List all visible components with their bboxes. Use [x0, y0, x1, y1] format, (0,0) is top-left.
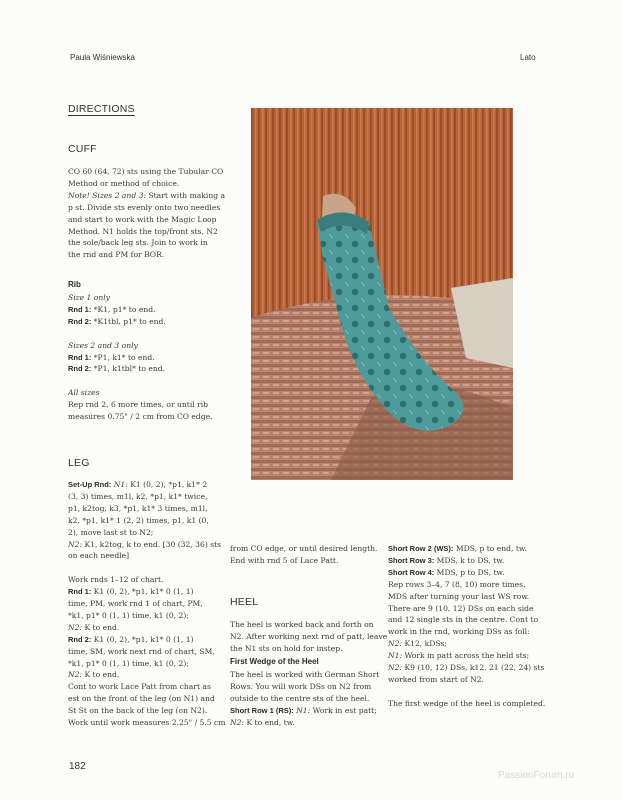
needle-label: N1: — [293, 705, 311, 715]
leg-line: k2, *p1, k1* 1 (2, 2) times, p1, k1 (0, — [68, 515, 209, 525]
watermark: PassionForum.ru — [498, 770, 575, 781]
needle-label: N2: — [388, 663, 403, 673]
rib-title: Rib — [68, 280, 81, 289]
author-name: Paula Wiśniewska — [70, 53, 135, 62]
leg-line — [68, 586, 248, 598]
leg-line: *k1, p1* 0 (1, 1) time, k1 (0, 2); — [68, 610, 189, 620]
wedge-line: The heel is worked with German Short — [230, 670, 380, 679]
col2-line: from CO edge, or until desired length. — [230, 544, 378, 553]
rnd-text: *K1tbl, p1* to end. — [91, 316, 166, 326]
rib-line: Rep rnd 2, 6 more times, or until rib — [68, 400, 209, 410]
leg-text-span: K1 (0, 2), *p1, k1* 2 — [127, 480, 208, 489]
needle-label: N2: — [68, 539, 83, 549]
col3-line: Rep rows 3–4, 7 (8, 10) more times. — [388, 579, 526, 589]
leg-line — [68, 539, 248, 551]
col3-line: There are 9 (10, 12) DSs on each side — [388, 603, 534, 613]
leg-line: time, SM, work next rnd of chart, SM, — [68, 646, 215, 656]
size-label: Sizes 2 and 3 only — [68, 340, 138, 350]
leg-line: (3, 3) times, m1l, k2, *p1, k1* twice, — [68, 491, 208, 501]
col2-line: End with rnd 5 of Lace Patt. — [230, 555, 339, 565]
cuff-line: p st. Divide sts evenly onto two needles — [68, 202, 221, 212]
cuff-title: CUFF — [68, 143, 97, 155]
heel-line: The heel is worked back and forth on — [230, 620, 374, 629]
first-wedge-title: First Wedge of the Heel — [230, 657, 319, 666]
wedge-line: outside to the centre sts of the heel. — [230, 693, 370, 703]
rnd-line — [68, 363, 248, 375]
leg-line: Work rnds 1–12 of chart. — [68, 575, 164, 585]
leg-line: Work until work measures 2.25" / 5.5 cm — [68, 718, 226, 728]
short-row-line — [388, 555, 548, 567]
rnd-line — [68, 316, 248, 328]
setup-label: Set-Up Rnd: — [68, 480, 112, 489]
rnd-text: *P1, k1* to end. — [91, 352, 155, 362]
rnd-label: Rnd 2: — [68, 316, 92, 326]
col3-text-span: Work in patt across the held sts; — [402, 651, 530, 661]
short-row-label: Short Row 3: — [388, 555, 435, 565]
rnd-label: Rnd 1: — [68, 587, 92, 597]
cuff-line: the rnd and PM for BOR. — [68, 250, 165, 260]
cuff-line: Method or method of choice. — [68, 178, 180, 188]
short-row-text: MDS, p to end, tw. — [453, 544, 527, 553]
cuff-line: Method. N1 holds the top/front sts, N2 — [68, 226, 218, 236]
leg-line: 2), move last st to N2; — [68, 527, 154, 537]
leg-line: Cont to work Lace Patt from chart as — [68, 682, 211, 692]
rib-text — [68, 292, 248, 423]
leg-line — [68, 479, 248, 491]
cuff-line: CO 60 (64, 72) sts using the Tubular CO — [68, 167, 224, 176]
wedge-line — [230, 705, 390, 717]
directions-title: DIRECTIONS — [68, 103, 135, 115]
short-row-text: MDS, p to DS, tw. — [434, 567, 505, 577]
pattern-name: Lato — [520, 53, 536, 62]
short-row-line — [388, 567, 548, 579]
leg-line: est on the front of the leg (on N1) and — [68, 694, 215, 704]
needle-label: N1: — [111, 480, 128, 489]
short-row-label: Short Row 4: — [388, 567, 435, 577]
heel-line: N2. After working next rnd of patt, leave — [230, 631, 388, 641]
cuff-line: the sole/back leg sts. Join to work in — [68, 238, 208, 248]
short-row-line — [388, 543, 548, 555]
page-number: 182 — [69, 761, 86, 772]
leg-text-span: K1 (0, 2), *p1, k1* 0 (1, 1) — [91, 587, 194, 597]
col3-text-span: K9 (10, 12) DSs, k12. 21 (22, 24) sts — [402, 663, 545, 673]
leg-line: *k1, p1* 0 (1, 1) time, k1 (0, 2); — [68, 658, 189, 668]
rnd-label: Rnd 2: — [68, 634, 92, 644]
short-row-label: Short Row 2 (WS): — [388, 544, 454, 553]
col3-line: worked from start of N2. — [388, 674, 484, 684]
size-label: All sizes — [68, 388, 100, 398]
size-label: Size 1 only — [68, 293, 110, 302]
leg-continued-text — [230, 543, 390, 567]
sock-photo — [251, 108, 513, 480]
col3-line — [388, 662, 548, 674]
rnd-text: *K1, p1* to end. — [91, 304, 156, 314]
leg-title: LEG — [68, 457, 90, 469]
col3-text-span: K12, kDSs; — [402, 639, 447, 649]
cuff-line: and start to work with the Magic Loop — [68, 214, 217, 224]
wedge-text-span: Work in est patt; — [310, 705, 377, 715]
leg-line — [68, 622, 248, 634]
leg-text-span: K to end. — [82, 670, 120, 680]
leg-text-span: K to end. — [82, 622, 120, 632]
rnd-label: Rnd 1: — [68, 352, 92, 362]
leg-line: time, PM, work rnd 1 of chart, PM, — [68, 599, 203, 609]
needle-label: N2: — [68, 622, 83, 632]
cuff-text — [68, 166, 248, 261]
col3-line: work in the rnd, working DSs as foll: — [388, 627, 530, 637]
first-wedge-text — [230, 669, 390, 729]
leg-line: on each needle] — [68, 551, 130, 561]
needle-label: N1: — [388, 651, 403, 661]
leg-line: p1, k2tog, k3, *p1, k1* 3 times, m1l, — [68, 503, 208, 513]
rnd-label: Rnd 1: — [68, 304, 92, 314]
cuff-note — [68, 190, 248, 202]
sock-illustration — [251, 108, 513, 480]
note-text: Start with making a — [146, 190, 226, 200]
col3-line — [388, 650, 548, 662]
leg-text-span: K1, k2tog, k to end. [30 (32, 36) sts — [82, 539, 222, 549]
rnd-label: Rnd 2: — [68, 364, 92, 374]
rnd-line — [68, 304, 248, 316]
needle-label: N2: — [388, 639, 403, 649]
short-rows-text — [388, 543, 548, 710]
leg-text — [68, 479, 248, 729]
wedge-line: Rows. You will work DSs on N2 from — [230, 681, 372, 691]
rnd-text: *P1, k1tbl* to end. — [91, 364, 166, 374]
note-label: Note! Sizes 2 and 3: — [68, 190, 146, 200]
leg-text-span: K1 (0, 2), *p1, k1* 0 (1, 1) — [91, 634, 194, 644]
rib-line: measures 0.75" / 2 cm from CO edge. — [68, 412, 213, 422]
short-row-label: Short Row 1 (RS): — [230, 705, 294, 715]
col3-line: and 12 single sts in the centre. Cont to — [388, 615, 539, 625]
col3-line: MDS after turning your last WS row. — [388, 591, 530, 601]
leg-line — [68, 669, 248, 681]
rnd-line — [68, 352, 248, 364]
heel-title: HEEL — [230, 596, 259, 608]
wedge-line — [230, 717, 390, 729]
leg-line: St St on the back of the leg (on N2). — [68, 706, 208, 716]
needle-label: N2: — [230, 717, 245, 727]
leg-line — [68, 634, 248, 646]
needle-label: N2: — [68, 670, 83, 680]
col3-line — [388, 638, 548, 650]
wedge-text-span: K to end, tw. — [244, 717, 295, 727]
short-row-text: MDS, k to DS, tw. — [434, 555, 505, 565]
heel-text — [230, 619, 390, 655]
heel-line: the N1 sts on hold for instep. — [230, 643, 343, 653]
col3-line: The first wedge of the heel is completed. — [388, 698, 546, 708]
